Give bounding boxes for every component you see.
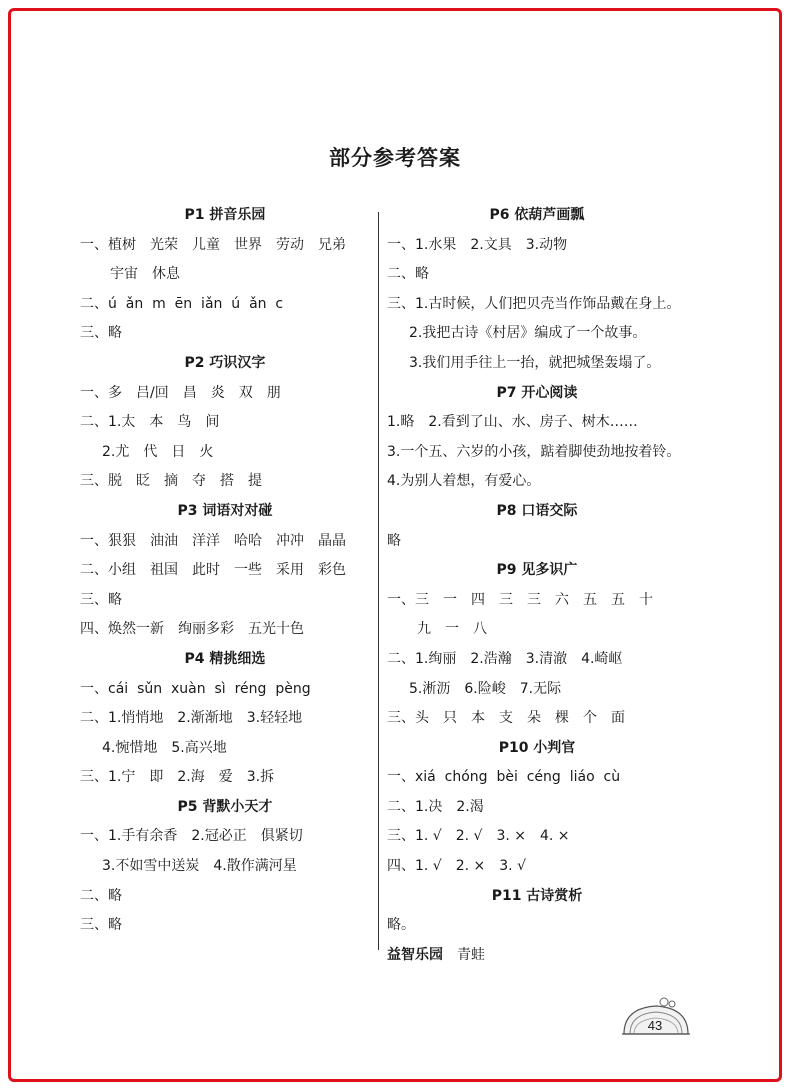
- section-heading-p4: P4 精挑细选: [184, 650, 266, 667]
- answer-line: 九 一 八: [417, 621, 487, 638]
- answer-line: 3.我们用手往上一抬，就把城堡轰塌了。: [409, 354, 661, 371]
- answer-line: 三、1. √ 2. √ 3. × 4. ×: [387, 828, 570, 845]
- answer-line: 三、略: [80, 917, 122, 934]
- section-heading-p1: P1 拼音乐园: [184, 207, 266, 223]
- answer-line: 1.略 2.看到了山、水、房子、树木……: [387, 414, 638, 431]
- answer-line: 一、植树 光荣 儿童 世界 劳动 兄弟: [80, 236, 346, 253]
- section-heading-p8: P8 口语交际: [496, 502, 578, 519]
- section-heading-p7: P7 开心阅读: [496, 384, 578, 401]
- section-heading-p10: P10 小判官: [498, 739, 576, 756]
- answer-line: 三、1.古时候，人们把贝壳当作饰品戴在身上。: [387, 295, 681, 312]
- answer-line: 略: [387, 532, 401, 549]
- answer-line: 3.不如雪中送炭 4.散作满河星: [102, 858, 297, 875]
- answer-line: 4.惋惜地 5.高兴地: [102, 739, 227, 756]
- answer-line: 一、狠狠 油油 洋洋 哈哈 冲冲 晶晶: [80, 532, 346, 549]
- answer-line: 二、略: [80, 887, 122, 904]
- puzzle-label: 益智乐园: [387, 946, 443, 963]
- answer-line: 二、1.绚丽 2.浩瀚 3.清澈 4.崎岖: [387, 650, 623, 667]
- answer-line: 四、焕然一新 绚丽多彩 五光十色: [80, 621, 304, 638]
- answer-line: 二、略: [387, 266, 429, 283]
- puzzle-answer: 青蛙: [457, 946, 485, 963]
- answer-line: 二、1.太 本 鸟 间: [80, 414, 220, 431]
- answer-line: 四、1. √ 2. × 3. √: [387, 858, 526, 875]
- section-heading-p3: P3 词语对对碰: [177, 502, 273, 519]
- answer-line: 二、1.悄悄地 2.渐渐地 3.轻轻地: [80, 710, 303, 727]
- answer-line: 一、1.水果 2.文具 3.动物: [387, 236, 568, 253]
- section-heading-p9: P9 见多识广: [496, 562, 578, 579]
- section-heading-p11: P11 古诗赏析: [491, 887, 583, 904]
- answer-line: 二、1.决 2.渴: [387, 798, 484, 815]
- page-title: 部分参考答案: [329, 146, 461, 170]
- answer-line: 2.我把古诗《村居》编成了一个故事。: [409, 325, 647, 342]
- answer-line: 三、1.宁 即 2.海 爱 3.拆: [80, 769, 275, 786]
- answer-line: 三、脱 眨 摘 夺 搭 提: [80, 473, 262, 490]
- answer-line: 三、略: [80, 591, 122, 608]
- answer-line: 二、小组 祖国 此时 一些 采用 彩色: [80, 562, 346, 579]
- answer-line: 一、1.手有余香 2.冠必正 俱紧切: [80, 828, 303, 845]
- right-column: [387, 201, 687, 970]
- section-heading-p6: P6 依葫芦画瓢: [489, 207, 585, 223]
- answer-line: [387, 941, 687, 971]
- answer-line: 4.为别人着想，有爱心。: [387, 473, 541, 490]
- answer-line: 三、略: [80, 325, 122, 342]
- section-heading-p5: P5 背默小天才: [177, 798, 273, 815]
- answer-line: 5.淅沥 6.险峻 7.无际: [409, 680, 562, 697]
- answer-line: 一、三 一 四 三 三 六 五 五 十: [387, 591, 653, 608]
- answer-line: 2.尤 代 日 火: [102, 443, 214, 460]
- answer-line: 二、ú ǎn m ēn iǎn ú ǎn c: [80, 295, 284, 312]
- answer-line: 一、cái sǔn xuàn sì réng pèng: [80, 680, 311, 697]
- answer-line: 一、xiá chóng bèi céng liáo cù: [387, 769, 621, 786]
- section-heading-p2: P2 巧识汉字: [184, 354, 266, 371]
- column-divider: [378, 212, 379, 950]
- answer-line: 略。: [387, 917, 415, 934]
- answer-line: 宇宙 休息: [110, 266, 180, 283]
- page-number: 43: [647, 1018, 663, 1033]
- answer-line: 一、多 吕/回 昌 炎 双 朋: [80, 384, 281, 401]
- answer-line: 3.一个五、六岁的小孩，踮着脚使劲地按着铃。: [387, 443, 681, 460]
- left-column: [80, 201, 370, 941]
- answer-line: 三、头 只 本 支 朵 棵 个 面: [387, 710, 625, 727]
